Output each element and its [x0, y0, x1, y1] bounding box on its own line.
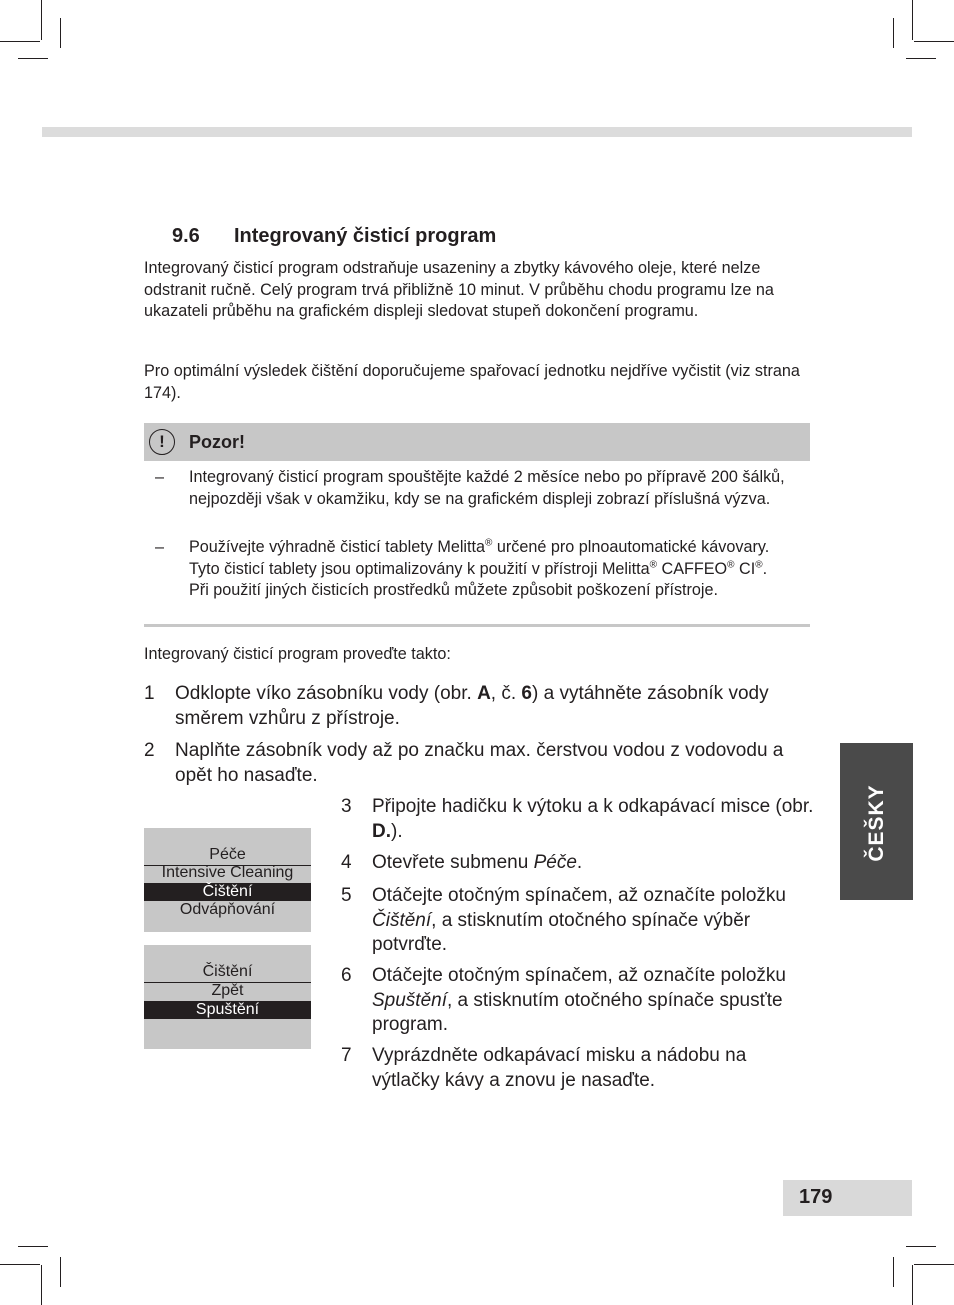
notice-item-text: Integrovaný čisticí program spouštějte každé 2 měsíce nebo po přípravě 200 šálků, nejpozději však v okamžiku, kdy se na grafickém displeji zobrazí příslušná výzva.	[189, 468, 785, 508]
menu-item-selected: Čištění	[144, 883, 311, 901]
step-2: 2 Naplňte zásobník vody až po značku max. čerstvou vodou z vodovodu a opět ho nasaďte.	[144, 740, 784, 786]
notice-header	[144, 423, 810, 461]
page-number-box	[783, 1180, 912, 1216]
instructions-intro: Integrovaný čisticí program proveďte takto:	[144, 645, 451, 663]
section-number: 9.6	[172, 225, 200, 247]
exclamation-icon: !	[149, 429, 175, 455]
notice-item-text: Používejte výhradně čisticí tablety Melitta® určené pro plnoautomatické kávovary. Tyto čisticí tablety jsou optimalizovány k použití v přístroji Melitta® CAFFEO® CI®. Při použití jiných čisticích prostředků můžete způsobit poškození přístroje.	[189, 537, 770, 599]
language-label: ČEŠKY	[865, 784, 888, 862]
step-7: 7 Vyprázdněte odkapávací misku a nádobu na výtlačky kávy a znovu je nasaďte.	[341, 1045, 747, 1091]
section-title: Integrovaný čisticí program	[234, 225, 497, 247]
notice-item-2	[144, 537, 810, 623]
menu-title: Čištění	[202, 963, 253, 980]
intro-paragraph: Integrovaný čisticí program odstraňuje usazeniny a zbytky kávového oleje, které nelze odstranit ručně. Celý program trvá přibližně 10 minut. V průběhu chodu programu lze na ukazateli průběhu na grafickém displeji sledovat stupeň dokončení programu.	[144, 259, 774, 320]
dash: –	[155, 468, 165, 486]
menu-item: Intensive Cleaning	[161, 864, 294, 881]
step-3: 3 Připojte hadičku k výtoku a k odkapávací misce (obr. D.).	[341, 796, 814, 842]
menu-title: Péče	[209, 846, 246, 863]
menu-item: Odvápňování	[179, 901, 276, 918]
menu-item: Zpět	[211, 982, 244, 999]
language-tab	[840, 743, 913, 900]
header-rule	[42, 127, 912, 137]
section-heading	[172, 225, 496, 248]
display-cleaning-menu	[144, 945, 311, 1049]
step-6: 6 Otáčejte otočným spínačem, až označíte položku Spuštění, a stisknutím otočného spínače spusťte program.	[341, 965, 786, 1035]
notice-bottom-rule	[144, 624, 810, 627]
dash: –	[155, 538, 165, 556]
menu-item-selected: Spuštění	[144, 1001, 311, 1019]
step-4: 4 Otevřete submenu Péče.	[341, 852, 583, 873]
step-1: 1 Odklopte víko zásobníku vody (obr. A, č. 6) a vytáhněte zásobník vody směrem vzhůru z přístroje.	[144, 683, 769, 729]
page-number: 179	[799, 1186, 833, 1208]
recommendation-paragraph: Pro optimální výsledek čištění doporučujeme spařovací jednotku nejdříve vyčistit (viz strana 174).	[144, 362, 800, 402]
notice-item-1	[144, 467, 810, 533]
display-care-menu	[144, 828, 311, 932]
step-5: 5 Otáčejte otočným spínačem, až označíte položku Čištění, a stisknutím otočného spínače výběr potvrďte.	[341, 885, 786, 955]
notice-title: Pozor!	[189, 432, 245, 452]
